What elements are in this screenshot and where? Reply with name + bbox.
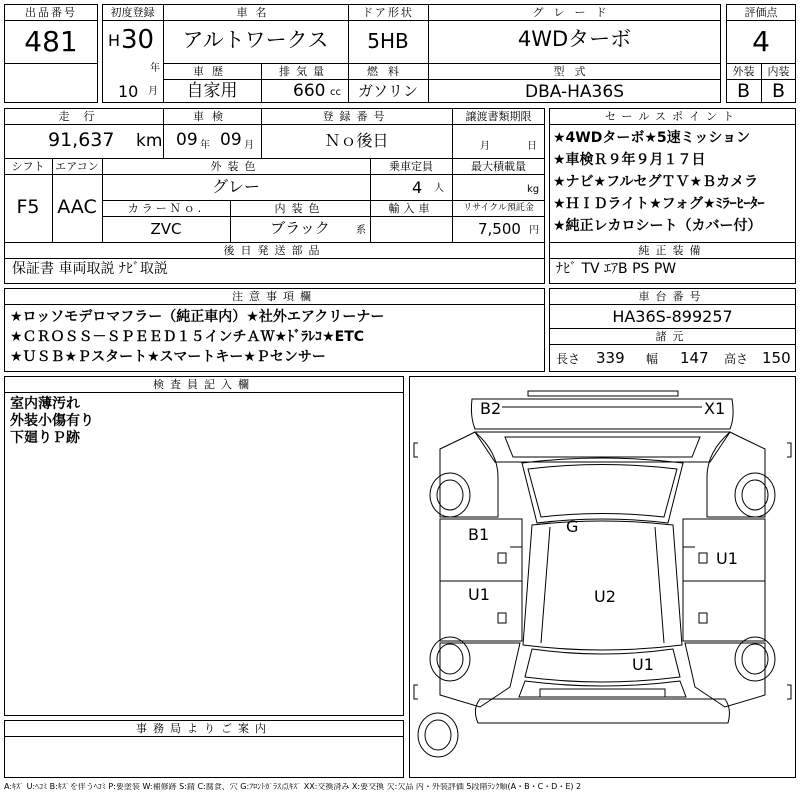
max-load-label: 最大積載量 [471, 160, 526, 173]
first-reg-label: 初度登録 [110, 6, 155, 19]
int-color-unit: 系 [356, 225, 366, 236]
ext-color-value: グレー [211, 177, 260, 196]
damage-diagram [409, 376, 796, 778]
notes-label: 注意事項欄 [232, 290, 317, 303]
inspector-note: 外装小傷有り [10, 413, 94, 429]
recycle-unit: 円 [529, 225, 539, 236]
mileage-label: 走行 [58, 110, 109, 123]
damage-mark-u1-left: U1 [468, 585, 490, 604]
first-reg-year-unit: 年 [150, 63, 160, 74]
mileage-value: 91,637 [48, 129, 115, 151]
displacement-unit: cc [330, 87, 341, 98]
damage-mark-b1: B1 [468, 525, 490, 544]
mileage-unit: km [136, 131, 163, 151]
note-item: ★ＵＳＢ★Ｐスタート★スマートキー★Ｐセンサー [10, 349, 326, 365]
length-value: 339 [596, 349, 625, 367]
int-color-value: ブラック [270, 219, 330, 237]
length-label: 長さ [556, 352, 581, 366]
sales-point: ★ＨＩＤライト★フォグ★ﾐﾗｰﾋｰﾀｰ [553, 196, 765, 212]
height-label: 高さ [724, 352, 749, 366]
inspector-note: 室内薄汚れ [10, 396, 80, 412]
chassis-label: 車台番号 [638, 290, 707, 303]
aircon-value: AAC [57, 196, 97, 218]
inspector-label: 検査員記入欄 [153, 378, 255, 391]
door-label: ドア形状 [362, 6, 414, 19]
color-no-value: ZVC [150, 220, 182, 238]
first-reg-era: H [108, 31, 121, 50]
inspection-month: 09 [220, 130, 242, 150]
sales-point: ★車検Ｒ９年９月１７日 [553, 152, 706, 168]
displacement-value: 660 [293, 81, 326, 101]
int-score-label: 内装 [767, 65, 790, 78]
sales-points-label: セールスポイント [604, 110, 740, 123]
capacity-label: 乗車定員 [389, 160, 433, 173]
height-value: 150 [762, 349, 791, 367]
model-label: 型式 [553, 65, 596, 78]
equipment-value: ﾅﾋﾞ TV ｴｱB PS PW [556, 261, 677, 277]
model-value: DBA-HA36S [525, 82, 624, 102]
import-label: 輸入車 [388, 202, 434, 215]
width-label: 幅 [646, 352, 659, 366]
sales-point: ★4WDターボ★5速ミッション [553, 130, 751, 146]
note-item: ★ロッソモデロマフラー（純正車内）★社外エアクリーナー [10, 309, 385, 325]
int-score: B [771, 80, 786, 102]
damage-mark-u2: U2 [594, 587, 616, 606]
score-value: 4 [752, 25, 770, 58]
car-outline-diagram [410, 377, 795, 777]
history-value: 自家用 [186, 81, 238, 101]
equipment-label: 純正装備 [638, 244, 707, 257]
inspector-note: 下廻りＰ跡 [10, 430, 80, 446]
later-parts-label: 後日発送部品 [223, 244, 326, 257]
ext-score: B [736, 80, 751, 102]
first-reg-year: 30 [121, 25, 155, 55]
fuel-label: 燃料 [367, 65, 409, 78]
recycle-label: リサイクル預託金 [463, 203, 534, 213]
ext-score-label: 外装 [732, 65, 755, 78]
history-label: 車歴 [193, 65, 231, 78]
score-label: 評価点 [744, 6, 778, 19]
inspection-year-unit: 年 [200, 140, 210, 151]
transfer-label: 譲渡書類期限 [465, 110, 532, 123]
max-load-unit: kg [527, 184, 540, 195]
inspection-year: 09 [176, 130, 198, 150]
office-label: 事務局よりご案内 [136, 722, 272, 735]
sales-point: ★純正レカロシート（カバー付） [553, 218, 762, 234]
note-item: ★ＣＲＯＳＳ－ＳＰＥＥＤ１５インチＡＷ★ﾄﾞﾗﾚｺ★ETC [10, 329, 365, 345]
inspection-label: 車検 [193, 110, 231, 123]
transfer-month-unit: 月 [480, 141, 490, 152]
later-parts-value: 保証書 車両取説 ﾅﾋﾞ取説 [12, 261, 168, 277]
int-color-label: 内装色 [274, 202, 326, 215]
capacity-unit: 人 [434, 183, 444, 194]
shift-label: シフト [11, 160, 45, 173]
lot-label: 出品番号 [25, 6, 77, 19]
damage-mark-u1-rear: U1 [632, 655, 654, 674]
damage-mark-g: G [566, 517, 579, 536]
car-name: アルトワークス [182, 28, 329, 52]
first-reg-month: 10 [118, 82, 139, 101]
capacity-value: 4 [412, 178, 423, 197]
aircon-label: エアコン [55, 160, 99, 173]
width-value: 147 [680, 349, 709, 367]
chassis-number: HA36S-899257 [612, 307, 733, 326]
shift-value: F5 [16, 196, 40, 218]
lot-number: 481 [24, 25, 78, 58]
reg-no-label: 登録番号 [322, 110, 391, 123]
fuel-value: ガソリン [357, 82, 418, 100]
transfer-day-unit: 日 [527, 141, 537, 152]
grade-label: グレード [532, 6, 617, 19]
legend-text: A:ｷｽﾞ U:ﾍｺﾐ B:ｷｽﾞを伴うﾍｺﾐ P:要塗装 W:補修跡 S:錆 C:腐食、穴 G:ﾌﾛﾝﾄｶﾞﾗｽ点ｷｽﾞ XX:交換済み X:要交換 欠:欠品 内・外装評価 5段階ﾗﾝｸ順(A・B・C・D・E) 2 [4, 783, 582, 791]
damage-mark-u1-right: U1 [716, 549, 738, 568]
color-no-label: カラーＮｏ. [127, 202, 205, 215]
specs-label: 諸元 [655, 330, 690, 343]
grade-value: 4WDターボ [517, 27, 632, 51]
recycle-value: 7,500 [478, 220, 521, 238]
displacement-label: 排気量 [279, 65, 330, 78]
sales-point: ★ナビ★フルセグＴＶ★Ｂカメラ [553, 174, 759, 190]
reg-no-value: Ｎｏ後日 [324, 131, 389, 150]
car-name-label: 車名 [236, 6, 275, 19]
damage-mark-x1: X1 [704, 399, 726, 418]
inspection-month-unit: 月 [244, 140, 254, 151]
damage-mark-b2: B2 [480, 399, 502, 418]
ext-color-label: 外装色 [210, 160, 262, 173]
door-value: 5HB [367, 29, 409, 53]
first-reg-month-unit: 月 [148, 86, 158, 97]
